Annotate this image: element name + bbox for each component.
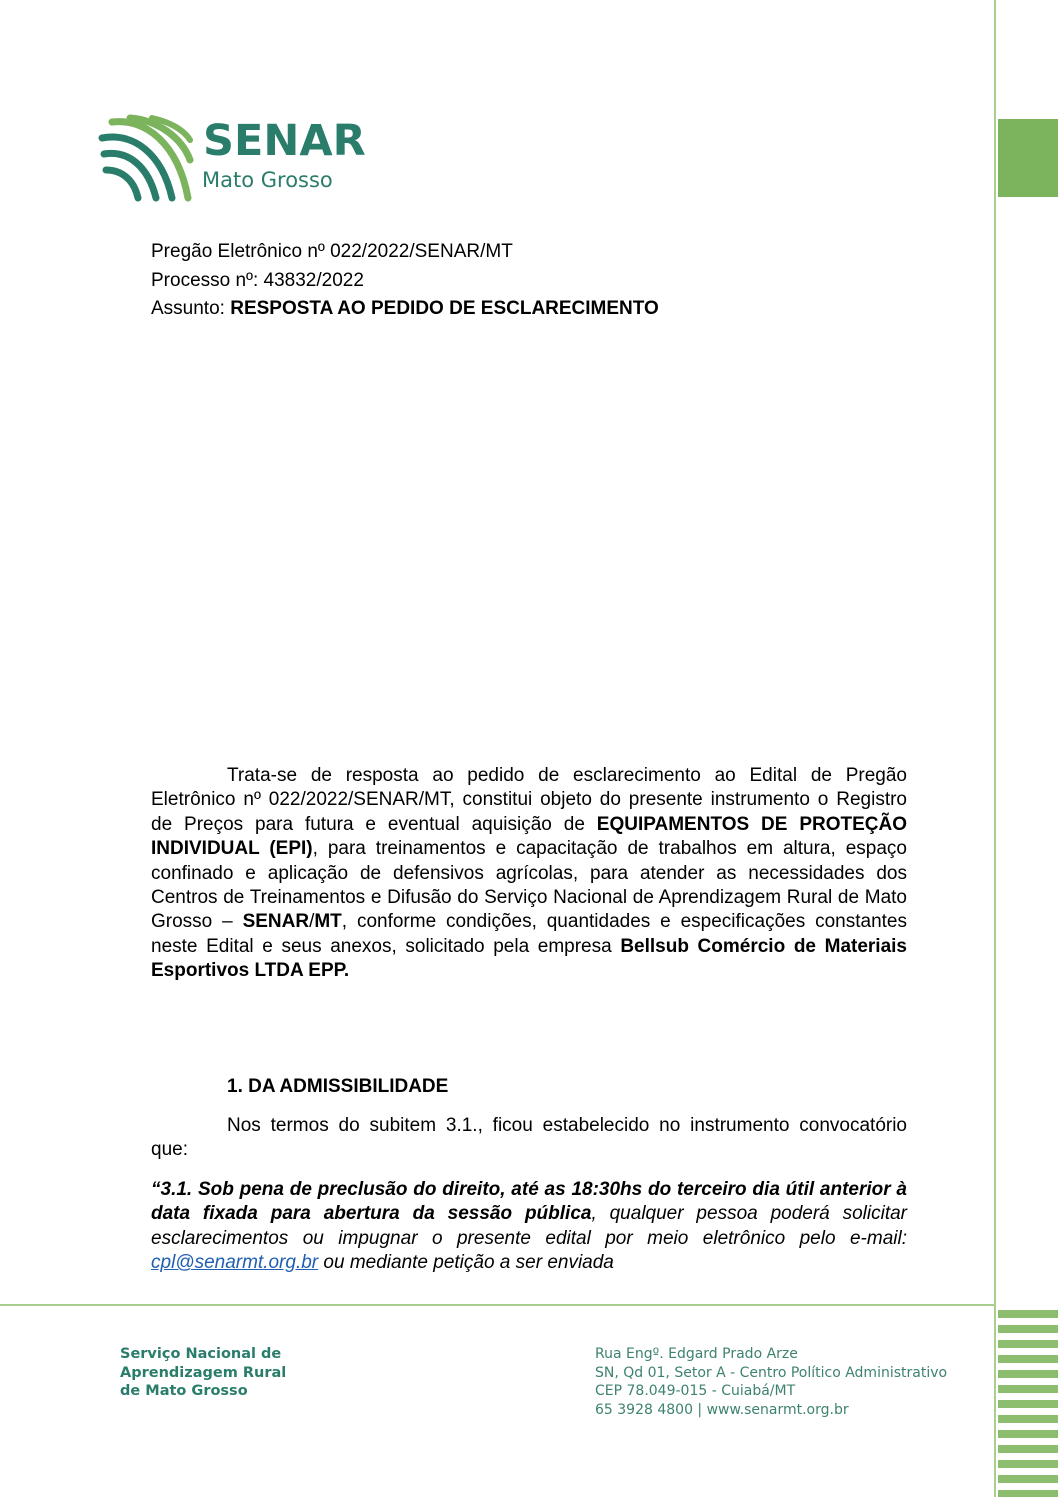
intro-text-2: , para treinamentos e capacitação de trabalhos em altura, espaço confinado e aplicação de defensivos agrícolas, para atender as necessidades dos Centros de Treinamentos e Difusão do Serviço Nacional de Aprendizagem Rural de Mato Grosso – bbox=[151, 838, 907, 933]
intro-bold-mt: MT bbox=[314, 911, 342, 933]
intro-slash: / bbox=[309, 911, 315, 933]
subject-label: Assunto: bbox=[151, 298, 231, 319]
intro-paragraph bbox=[151, 764, 907, 984]
intro-text-3: , conforme condições, quantidades e especificações constantes neste Edital e seus anexos, solicitado pela empresa bbox=[151, 911, 907, 957]
footer-address-line: CEP 78.049-015 - Cuiabá/MT bbox=[595, 1383, 796, 1400]
quote-bold: “3.1. Sob pena de preclusão do direito, até as 18:30hs do terceiro dia útil anterior à data fixada para abertura da sessão pública bbox=[151, 1179, 907, 1225]
quote-paragraph bbox=[151, 1178, 907, 1276]
footer-left-line: Serviço Nacional de bbox=[120, 1346, 282, 1362]
quote-tail: ou mediante petição a ser enviada bbox=[318, 1252, 614, 1274]
intro-bold-company: Bellsub Comércio de Materiais Esportivos LTDA EPP. bbox=[151, 935, 907, 982]
intro-text-1: Trata-se de resposta ao pedido de esclarecimento ao Edital de Pregão Eletrônico nº 022/2022/SENAR/MT, constitui objeto do presente instrumento o Registro de Preços para futura e eventual aquisição de bbox=[151, 765, 907, 835]
footer-left-line: Aprendizagem Rural bbox=[120, 1364, 287, 1381]
logo-subtitle: Mato Grosso bbox=[202, 168, 333, 192]
footer-address bbox=[595, 1345, 947, 1419]
subject-value: RESPOSTA AO PEDIDO DE ESCLARECIMENTO bbox=[230, 298, 659, 319]
section-text: Nos termos do subitem 3.1., ficou estabelecido no instrumento convocatório que: bbox=[151, 1115, 907, 1161]
wheat-field-logo-icon bbox=[98, 114, 194, 204]
quote-text: , qualquer pessoa poderá solicitar esclarecimentos ou impugnar o presente edital por meio eletrônico pelo e-mail: bbox=[151, 1203, 907, 1249]
senar-logo bbox=[98, 114, 378, 206]
bid-number: Pregão Eletrônico nº 022/2022/SENAR/MT bbox=[151, 241, 513, 262]
green-stripes-decoration bbox=[998, 1310, 1058, 1497]
section-paragraph bbox=[151, 1114, 907, 1163]
intro-bold-senar: SENAR bbox=[242, 911, 310, 933]
footer-address-line: SN, Qd 01, Setor A - Centro Político Administrativo bbox=[595, 1364, 948, 1381]
logo-name: SENAR bbox=[203, 116, 366, 166]
footer-left-line: de Mato Grosso bbox=[120, 1383, 248, 1399]
subject-line bbox=[151, 298, 659, 320]
footer-institution bbox=[120, 1345, 286, 1401]
intro-bold-epi: EQUIPAMENTOS DE PROTEÇÃO INDIVIDUAL (EPI) bbox=[151, 813, 907, 860]
green-accent-block bbox=[998, 119, 1058, 197]
footer-divider bbox=[0, 1304, 994, 1306]
process-number: Processo nº: 43832/2022 bbox=[151, 270, 364, 291]
footer-contact-line: 65 3928 4800 | www.senarmt.org.br bbox=[595, 1401, 849, 1418]
footer-address-line: Rua Engº. Edgard Prado Arze bbox=[595, 1346, 798, 1362]
right-border-line bbox=[994, 0, 996, 1497]
email-link[interactable]: cpl@senarmt.org.br bbox=[151, 1252, 319, 1274]
section-heading: 1. DA ADMISSIBILIDADE bbox=[227, 1076, 449, 1097]
